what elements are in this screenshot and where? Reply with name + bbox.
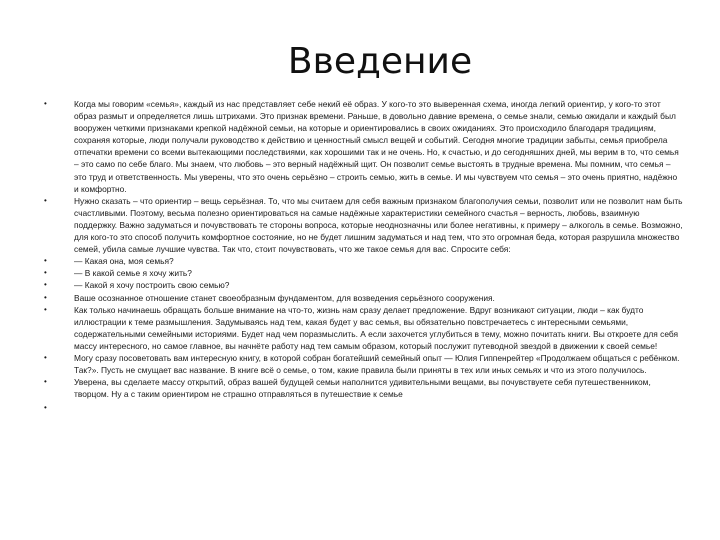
bullet-icon: • [44,99,47,108]
list-item [44,279,684,291]
list-item [44,304,684,352]
list-item [44,352,684,376]
bullet-icon: • [44,403,47,413]
paragraph-text: — В какой семье я хочу жить? [74,268,192,279]
paragraph-text: Нужно сказать – что ориентир – вещь серьёзная. То, что мы считаем для себя важным признаком благополучия семьи, позволит или не позволит нам быть счастливыми. Поэтому, весьма полезно ориентироваться на самые надёжные характеристики семейного счастья – верность, любовь, взаимную поддержку. Важно задуматься и почувствовать те стороны вопроса, которые неоднозначны или более негативны, к примеру – алкоголь в семье. Возможно, для кого-то это способ получить комфортное состояние, но не будет лишним задуматься и над тем, что это огромная беда, которая разрушила множество семей, убила самые лучшие чувства. Так что, стоит почувствовать, что же такое семья для вас. Спросите себя: [74,195,683,255]
bullet-icon: • [44,280,47,290]
bullet-list [44,98,684,422]
list-item [44,292,684,304]
list-item [44,195,684,255]
paragraph-text: Как только начинаешь обращать больше внимание на что-то, жизнь нам сразу делает предложение. Вдруг возникают ситуации, люди – как будто иллюстрации к теме размышления. Задумываясь над тем, какая будет у вас семья, вы обязательно повстречаетесь с интересными семьями, содержательными семейными историями. Будет над чем поразмыслить. А если захочется углубиться в тему, можно почитать книги. Вы откроете для себя массу интересного, но самое главное, вы начнёте работу над тем самым образом, который послужит путеводной звездой в движении к своей семье! [74,304,679,351]
bullet-icon: • [44,304,47,314]
bullet-icon: • [44,352,47,362]
list-item [44,255,684,267]
bullet-icon: • [44,256,47,266]
bullet-icon: • [44,268,47,278]
list-item [44,98,684,195]
list-item [44,267,684,279]
paragraph-text: Ваше осознанное отношение станет своеобразным фундаментом, для возведения серьёзного сооружения. [74,292,495,303]
bullet-icon: • [44,195,47,205]
paragraph-text: Могу сразу посоветовать вам интересную книгу, в которой собран богатейший семейный опыт — Юлия Гиппенрейтер «Продолжаем общаться с ребёнком. Так?». Пусть не смущает вас название. В книге всё о семье, о том, какие правила были приняты в тех или иных семьях и что из этого получилось. [74,352,680,376]
list-item [44,376,684,400]
paragraph-text: — Какой я хочу построить свою семью? [74,280,230,291]
empty-list-item [44,402,684,422]
bullet-icon: • [44,292,47,302]
bullet-icon: • [44,377,47,387]
paragraph-text: — Какая она, моя семья? [74,256,174,267]
paragraph-text: Когда мы говорим «семья», каждый из нас представляет себе некий её образ. У кого-то это выверенная схема, иногда легкий ориентир, у кого-то этот образ размыт и определяется лишь штрихами. Это признак времени. Раньше, в довольно давние времена, о семье знали, семью ожидали и каждый был вооружен четкими признаками крепкой надёжной семьи, на которые и ориентировались в своих ожиданиях. Это происходило благодаря традициям, сохраняя которые, люди получали руководство к действию и ценностный смысл вещей и событий. Сегодня многие традиции забыты, семья приобрела отпечатки времени со всеми вытекающими последствиями, как хорошими так и не очень. Но, к счастью, и до сегодняшних дней, мы верим в то, что семья – это само по себе благо. Мы знаем, что любовь – это верный надёжный щит. Он позволит семье выстоять в трудные времена. Мы помним, что семья – это труд и ответственность. Мы уверены, что это очень серьёзно – строить семью, жить в семье. И мы чувствуем что семья – это очень приятно, надёжно и комфортно. [74,99,679,194]
paragraph-text: Уверена, вы сделаете массу открытий, образ вашей будущей семьи наполнится удивительными вещами, вы почувствуете себя путешественником, творцом. Ну а с таким ориентиром не страшно отправляться в путешествие к семье [74,377,651,400]
slide-title: Введение [287,41,473,82]
